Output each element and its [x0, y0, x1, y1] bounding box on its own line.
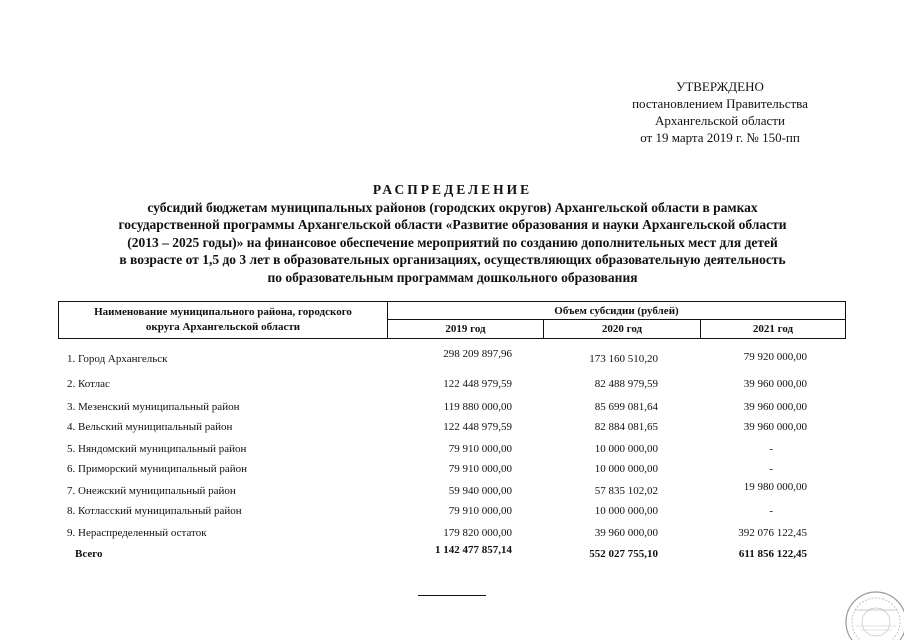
row-value-2021: - — [769, 463, 773, 475]
row-name: 8. Котласский муниципальный район — [67, 505, 242, 517]
row-value-2019: 79 910 000,00 — [448, 505, 512, 517]
end-divider — [418, 595, 486, 596]
row-name: 2. Котлас — [67, 378, 110, 390]
heading-line-5: по образовательным программам дошкольного образования — [267, 269, 638, 285]
row-value-2020: 173 160 510,20 — [589, 353, 658, 365]
heading-line-4: в возрасте от 1,5 до 3 лет в образовательных организациях, осуществляющих образовательную деятельность — [119, 252, 786, 267]
row-name: 7. Онежский муниципальный район — [67, 485, 236, 497]
row-value-2021: 19 980 000,00 — [743, 481, 807, 493]
row-name: 5. Няндомский муниципальный район — [67, 443, 247, 455]
total-value-2021: 611 856 122,45 — [738, 548, 807, 560]
row-value-2019: 122 448 979,59 — [443, 421, 512, 433]
row-value-2021: 392 076 122,45 — [738, 527, 807, 539]
document-title: РАСПРЕДЕЛЕНИЕ — [372, 182, 533, 197]
table-row — [0, 348, 905, 366]
table-row — [0, 375, 905, 393]
approval-line-3: Архангельской области — [655, 113, 785, 128]
row-value-2020: 57 835 102,02 — [594, 485, 658, 497]
document-heading — [40, 181, 865, 286]
row-name: 1. Город Архангельск — [67, 353, 168, 365]
approval-line-4: от 19 марта 2019 г. № 150-пп — [640, 130, 800, 145]
row-value-2020: 82 884 081,65 — [594, 421, 658, 433]
row-value-2019: 59 940 000,00 — [448, 485, 512, 497]
row-value-2019: 298 209 897,96 — [443, 348, 512, 360]
heading-line-1: субсидий бюджетам муниципальных районов (городских округов) Архангельской области в рамках — [147, 199, 758, 215]
row-value-2021: 39 960 000,00 — [743, 401, 807, 413]
table-header — [58, 301, 846, 339]
header-name-line-1: Наименование муниципального района, городского — [94, 306, 352, 318]
table-row — [0, 440, 905, 458]
row-value-2019: 122 448 979,59 — [443, 378, 512, 390]
header-year-2019: 2019 год — [388, 320, 544, 338]
table-row — [0, 398, 905, 416]
header-year-2020: 2020 год — [544, 320, 701, 338]
approval-line-1: УТВЕРЖДЕНО — [676, 79, 764, 94]
row-value-2019: 179 820 000,00 — [443, 527, 512, 539]
row-name: 9. Нераспределенный остаток — [67, 527, 207, 539]
row-value-2020: 82 488 979,59 — [594, 378, 658, 390]
heading-line-2: государственной программы Архангельской области «Развитие образования и науки Архангельской области — [118, 217, 787, 232]
row-value-2021: 39 960 000,00 — [743, 378, 807, 390]
total-label: Всего — [75, 548, 103, 560]
header-year-2021: 2021 год — [752, 323, 794, 335]
row-value-2020: 39 960 000,00 — [594, 527, 658, 539]
row-value-2021: 39 960 000,00 — [743, 421, 807, 433]
total-value-2019: 1 142 477 857,14 — [435, 544, 512, 556]
header-volume-cell: Объем субсидии (рублей) — [388, 302, 845, 320]
row-value-2020: 10 000 000,00 — [594, 463, 658, 475]
heading-line-3: (2013 – 2025 годы)» на финансовое обеспечение мероприятий по созданию дополнительных мест для детей — [127, 234, 778, 250]
row-value-2019: 79 910 000,00 — [448, 463, 512, 475]
header-name-cell — [59, 302, 388, 338]
row-value-2020: 85 699 081,64 — [594, 401, 658, 413]
row-name: 4. Вельский муниципальный район — [67, 421, 233, 433]
approval-block — [600, 78, 840, 146]
table-row — [0, 524, 905, 542]
row-value-2021: - — [769, 505, 773, 517]
official-stamp-image — [826, 574, 904, 640]
row-value-2019: 79 910 000,00 — [448, 443, 512, 455]
header-name-line-2: округа Архангельской области — [145, 321, 301, 333]
row-value-2020: 10 000 000,00 — [594, 443, 658, 455]
table-row — [0, 460, 905, 478]
row-value-2019: 119 880 000,00 — [443, 401, 512, 413]
approval-line-2: постановлением Правительства — [632, 96, 808, 111]
row-value-2021: - — [769, 443, 773, 455]
row-value-2020: 10 000 000,00 — [594, 505, 658, 517]
row-value-2021: 79 920 000,00 — [743, 351, 807, 363]
total-value-2020: 552 027 755,10 — [589, 548, 658, 560]
table-row — [0, 502, 905, 520]
table-total-row — [0, 543, 905, 561]
table-row — [0, 482, 905, 500]
table-row — [0, 418, 905, 436]
row-name: 3. Мезенский муниципальный район — [67, 401, 240, 413]
row-name: 6. Приморский муниципальный район — [67, 463, 247, 475]
